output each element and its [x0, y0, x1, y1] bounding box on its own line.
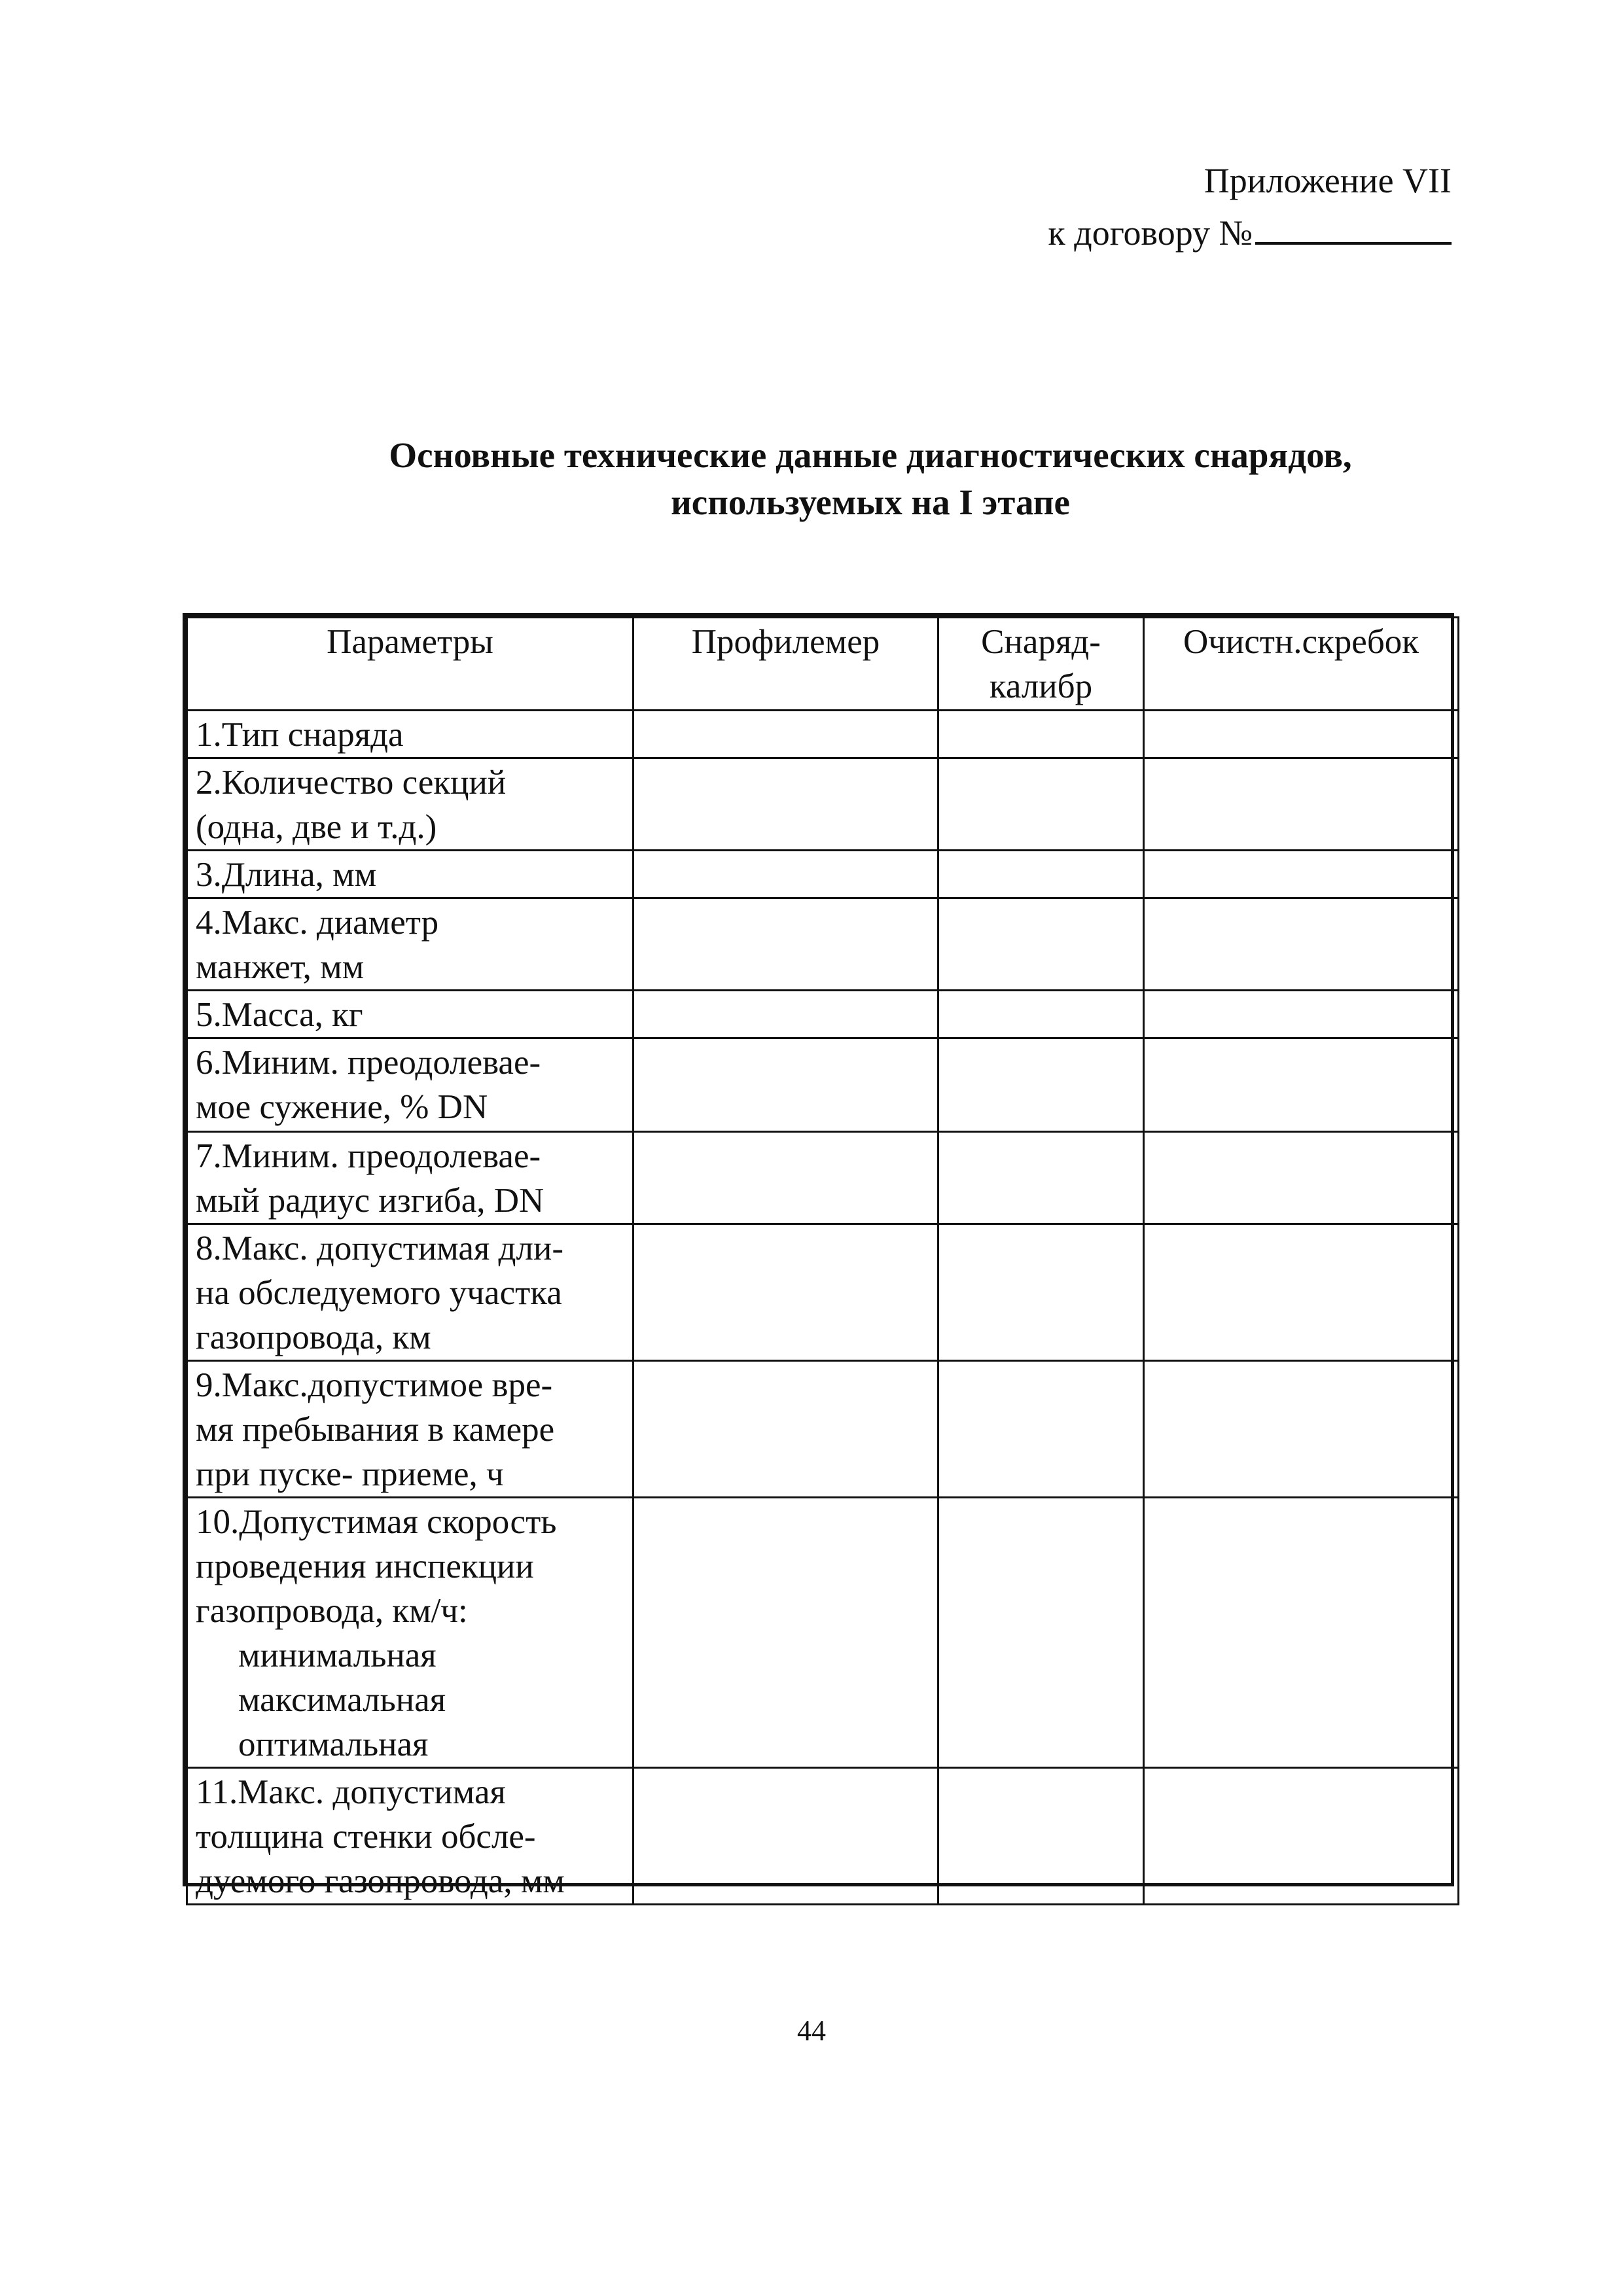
profilemer-value-cell[interactable] [633, 1132, 938, 1224]
parameter-label-text: мый радиус изгиба, DN [196, 1182, 544, 1220]
parameter-label-cell [187, 898, 633, 991]
header-scraper [1144, 618, 1459, 711]
appendix-title: Приложение VII [1204, 161, 1452, 200]
table-row [187, 758, 1459, 851]
contract-reference [1048, 207, 1452, 259]
profilemer-value-cell[interactable] [633, 1768, 938, 1905]
parameter-label-text: мя пребывания в камере [196, 1411, 555, 1449]
caliper-value-cell[interactable] [938, 758, 1144, 851]
header-caliper [938, 618, 1144, 711]
header-profilemer [633, 618, 938, 711]
caliper-value-cell[interactable] [938, 991, 1144, 1038]
table-row [187, 711, 1459, 758]
parameter-label-cell [187, 758, 633, 851]
title-line-2: используемых на I этапе [671, 482, 1070, 522]
scraper-value-cell[interactable] [1144, 1768, 1459, 1905]
table-row [187, 851, 1459, 898]
scraper-value-cell[interactable] [1144, 991, 1459, 1038]
parameter-label-cell [187, 1038, 633, 1132]
parameter-label-text: 7.Миним. преодолевае- [196, 1137, 541, 1175]
title-line-1: Основные технические данные диагностических снарядов, [389, 435, 1352, 475]
contract-label: к договору № [1048, 213, 1253, 253]
caliper-value-cell[interactable] [938, 1132, 1144, 1224]
parameters-table [186, 616, 1459, 1905]
column-header-text: калибр [989, 667, 1093, 705]
scraper-value-cell[interactable] [1144, 1361, 1459, 1498]
parameter-label-text: 1.Тип снаряда [196, 716, 404, 754]
parameter-label-cell [187, 1224, 633, 1361]
scraper-value-cell[interactable] [1144, 711, 1459, 758]
parameter-label-text: мое сужение, % DN [196, 1088, 488, 1126]
scraper-value-cell[interactable] [1144, 1498, 1459, 1768]
table-row [187, 1224, 1459, 1361]
caliper-value-cell[interactable] [938, 1768, 1144, 1905]
parameter-label-text: на обследуемого участка [196, 1274, 562, 1312]
parameter-label-cell [187, 1498, 633, 1768]
profilemer-value-cell[interactable] [633, 851, 938, 898]
table-row [187, 1038, 1459, 1132]
header-parameters [187, 618, 633, 711]
table-row [187, 1768, 1459, 1905]
parameter-sublabel-text: минимальная [238, 1636, 437, 1674]
caliper-value-cell[interactable] [938, 711, 1144, 758]
parameter-label-text: при пуске- приеме, ч [196, 1455, 504, 1493]
caliper-value-cell[interactable] [938, 1038, 1144, 1132]
parameter-label-text: 4.Макс. диаметр [196, 904, 439, 942]
parameter-label-text: (одна, две и т.д.) [196, 808, 437, 846]
parameter-label-text: газопровода, км/ч: [196, 1592, 468, 1630]
parameter-sublabel-text: оптимальная [238, 1725, 429, 1763]
profilemer-value-cell[interactable] [633, 1224, 938, 1361]
caliper-value-cell[interactable] [938, 1498, 1144, 1768]
parameter-label-text: газопровода, км [196, 1318, 431, 1356]
profilemer-value-cell[interactable] [633, 898, 938, 991]
scraper-value-cell[interactable] [1144, 851, 1459, 898]
document-title [288, 432, 1453, 526]
table-row [187, 898, 1459, 991]
profilemer-value-cell[interactable] [633, 1498, 938, 1768]
parameter-label-text: проведения инспекции [196, 1547, 534, 1585]
profilemer-value-cell[interactable] [633, 1361, 938, 1498]
parameters-table-frame [183, 613, 1454, 1900]
parameter-sublabel-text: максимальная [238, 1681, 446, 1719]
parameter-label-cell [187, 991, 633, 1038]
parameter-label-cell [187, 1132, 633, 1224]
table-row [187, 1361, 1459, 1498]
table-row [187, 1498, 1459, 1768]
profilemer-value-cell[interactable] [633, 991, 938, 1038]
scraper-value-cell[interactable] [1144, 1224, 1459, 1361]
appendix-header [1048, 154, 1452, 259]
caliper-value-cell[interactable] [938, 1224, 1144, 1361]
table-body [187, 711, 1459, 1905]
table-row [187, 1132, 1459, 1224]
parameter-label-text: 11.Макс. допустимая [196, 1773, 506, 1811]
scraper-value-cell[interactable] [1144, 898, 1459, 991]
parameter-label-text: манжет, мм [196, 948, 365, 986]
scraper-value-cell[interactable] [1144, 1132, 1459, 1224]
scraper-value-cell[interactable] [1144, 758, 1459, 851]
parameter-label-text: 2.Количество секций [196, 764, 507, 802]
scraper-value-cell[interactable] [1144, 1038, 1459, 1132]
parameter-label-cell [187, 1361, 633, 1498]
caliper-value-cell[interactable] [938, 1361, 1144, 1498]
caliper-value-cell[interactable] [938, 851, 1144, 898]
parameter-label-text: 3.Длина, мм [196, 856, 377, 894]
parameter-label-text: толщина стенки обсле- [196, 1818, 536, 1856]
parameter-label-cell [187, 1768, 633, 1905]
contract-number-blank [1255, 208, 1452, 245]
profilemer-value-cell[interactable] [633, 711, 938, 758]
parameter-label-text: 10.Допустимая скорость [196, 1503, 557, 1541]
page-number: 44 [797, 2015, 826, 2047]
parameter-label-text: 9.Макс.допустимое вре- [196, 1366, 553, 1404]
parameter-label-cell [187, 851, 633, 898]
column-header-text: Снаряд- [981, 623, 1101, 661]
table-header-row [187, 618, 1459, 711]
profilemer-value-cell[interactable] [633, 1038, 938, 1132]
column-header-text: Параметры [327, 623, 493, 661]
parameter-label-text: 5.Масса, кг [196, 996, 363, 1034]
caliper-value-cell[interactable] [938, 898, 1144, 991]
profilemer-value-cell[interactable] [633, 758, 938, 851]
parameter-label-text: 8.Макс. допустимая дли- [196, 1229, 563, 1267]
table-row [187, 991, 1459, 1038]
parameter-label-text: дуемого газопровода, мм [196, 1862, 565, 1900]
parameter-label-text: 6.Миним. преодолевае- [196, 1044, 541, 1082]
parameter-label-cell [187, 711, 633, 758]
column-header-text: Очистн.скребок [1183, 623, 1419, 661]
column-header-text: Профилемер [691, 623, 880, 661]
